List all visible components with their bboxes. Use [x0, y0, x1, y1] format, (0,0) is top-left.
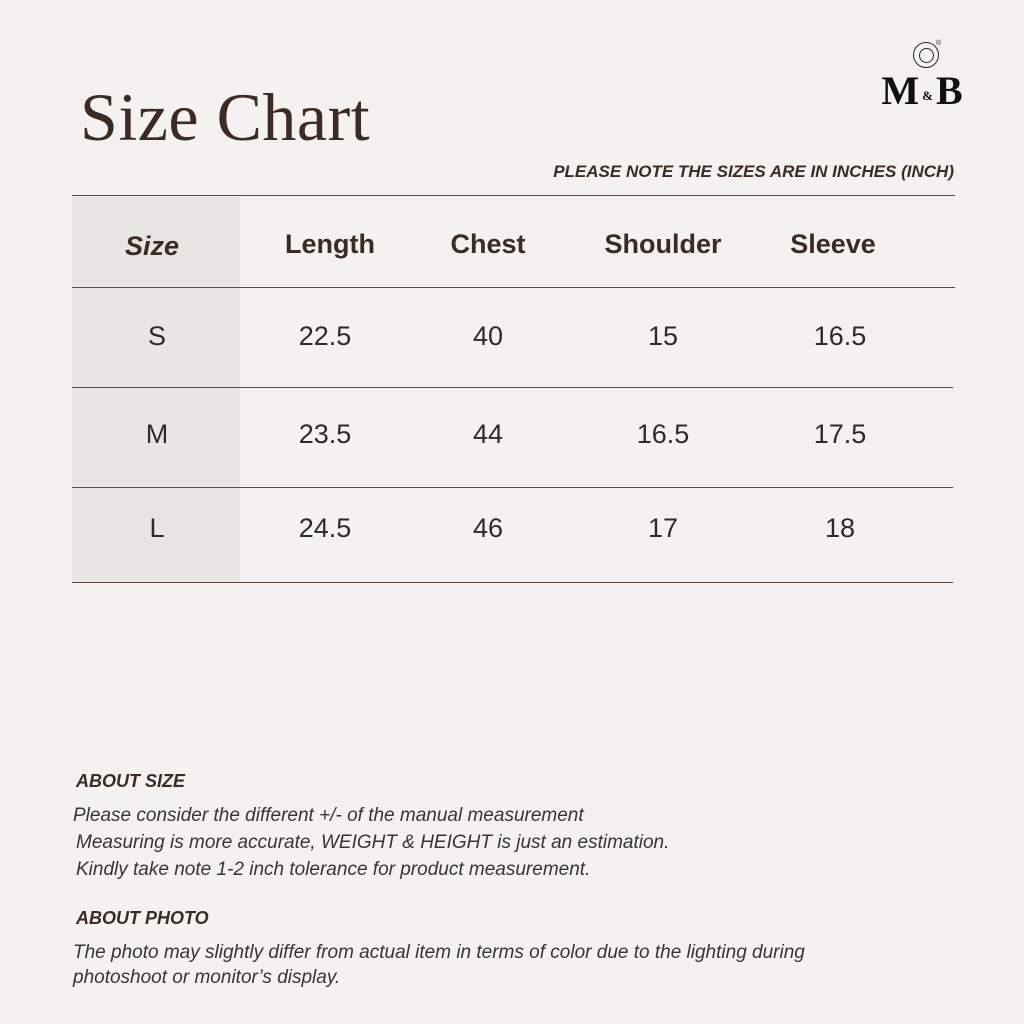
about-size-line: Please consider the different +/- of the manual measurement [73, 805, 584, 826]
about-size-line: Kindly take note 1-2 inch tolerance for product measurement. [76, 859, 591, 880]
logo-letter-m: M [881, 68, 920, 113]
cell-size: M [145, 419, 169, 449]
logo-letter-b: B [935, 68, 963, 113]
cell-size: L [149, 513, 165, 543]
cell-shoulder: 15 [647, 321, 679, 351]
about-size-heading: ABOUT SIZE [76, 771, 186, 791]
about-size-line: Measuring is more accurate, WEIGHT & HEIGHT is just an estimation. [76, 832, 670, 853]
table-bottom-rule [72, 582, 953, 583]
cell-sleeve: 18 [824, 513, 856, 543]
cell-length: 22.5 [298, 321, 352, 351]
cell-shoulder: 16.5 [636, 419, 690, 449]
header-size: Size [124, 231, 180, 261]
cell-sleeve: 17.5 [813, 419, 867, 449]
brand-logo [872, 40, 972, 120]
logo-ampersand: & [922, 88, 933, 103]
cell-shoulder: 17 [647, 513, 679, 543]
header-sleeve: Sleeve [790, 229, 876, 259]
cell-size: S [147, 321, 167, 351]
table-row-rule [72, 487, 953, 488]
units-note: PLEASE NOTE THE SIZES ARE IN INCHES (INCH) [553, 162, 954, 181]
cell-chest: 46 [472, 513, 504, 543]
about-photo-line: The photo may slightly differ from actual item in terms of color due to the lighting during [73, 942, 805, 963]
cell-chest: 44 [472, 419, 504, 449]
header-chest: Chest [450, 229, 526, 259]
about-photo-line: photoshoot or monitor’s display. [73, 967, 341, 988]
cell-chest: 40 [472, 321, 504, 351]
cell-sleeve: 16.5 [813, 321, 867, 351]
table-top-rule [72, 195, 955, 196]
about-photo-heading: ABOUT PHOTO [76, 908, 209, 928]
table-header-rule [72, 287, 955, 288]
cell-length: 23.5 [298, 419, 352, 449]
registered-mark: ® [936, 40, 942, 47]
table-row-rule [72, 387, 953, 388]
header-shoulder: Shoulder [604, 229, 722, 259]
logo-wordmark [872, 70, 972, 112]
page-title: Size Chart [80, 79, 371, 155]
header-length: Length [285, 229, 375, 259]
cell-length: 24.5 [298, 513, 352, 543]
